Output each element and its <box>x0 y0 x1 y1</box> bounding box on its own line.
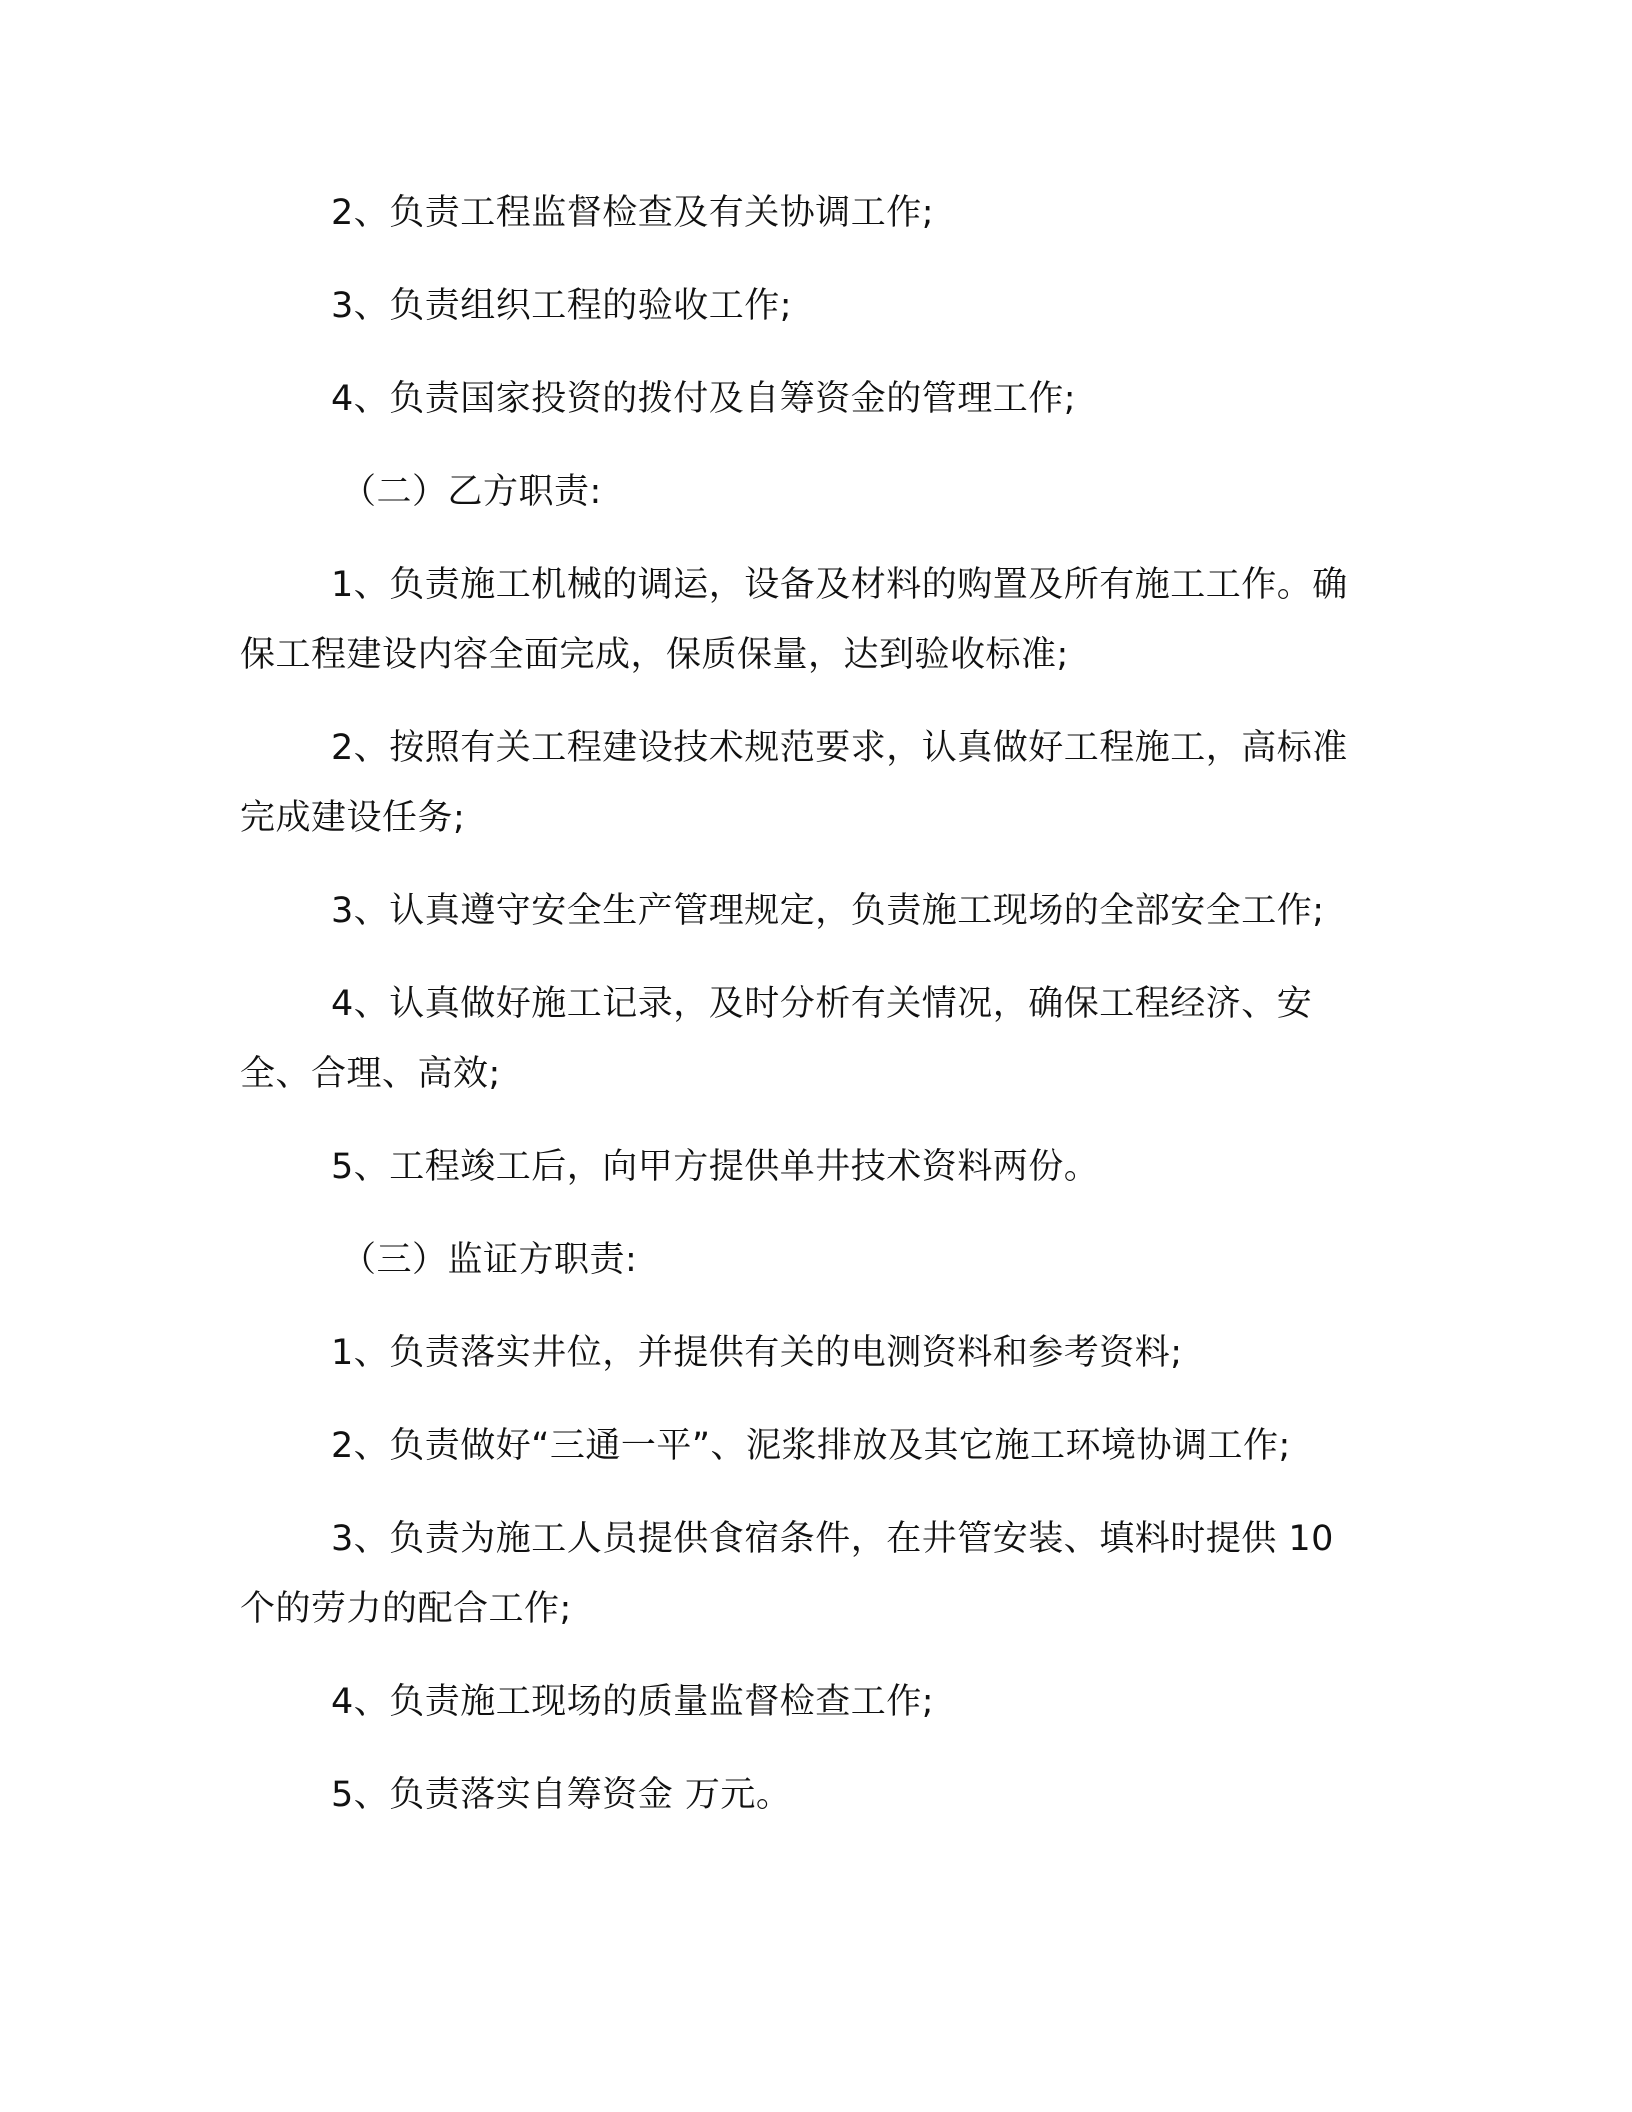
supervisor-duty-4: 4、负责施工现场的质量监督检查工作; <box>331 1682 935 1722</box>
party-b-duty-4: 4、认真做好施工记录，及时分析有关情况，确保工程经济、安全、合理、高效; <box>240 984 1313 1094</box>
party-a-duty-3: 3、负责组织工程的验收工作; <box>331 286 793 326</box>
party-b-duty-3: 3、认真遵守安全生产管理规定，负责施工现场的全部安全工作; <box>331 891 1325 931</box>
supervisor-section-heading: （三）监证方职责: <box>341 1240 638 1280</box>
party-b-section-heading: （二）乙方职责: <box>341 472 602 512</box>
party-a-duty-2: 2、负责工程监督检查及有关协调工作; <box>331 193 935 233</box>
party-b-duty-5: 5、工程竣工后，向甲方提供单井技术资料两份。 <box>331 1147 1100 1187</box>
party-b-duty-2: 2、按照有关工程建设技术规范要求，认真做好工程施工，高标准完成建设任务; <box>240 728 1348 838</box>
supervisor-duty-3: 3、负责为施工人员提供食宿条件，在井管安装、填料时提供 10 个的劳力的配合工作; <box>240 1519 1334 1629</box>
supervisor-duty-5: 5、负责落实自筹资金 万元。 <box>331 1775 792 1815</box>
supervisor-duty-1: 1、负责落实井位，并提供有关的电测资料和参考资料; <box>331 1333 1183 1373</box>
document-body <box>240 178 1375 1853</box>
supervisor-duty-2: 2、负责做好“三通一平”、泥浆排放及其它施工环境协调工作; <box>331 1426 1291 1466</box>
party-b-duty-1: 1、负责施工机械的调运，设备及材料的购置及所有施工工作。确保工程建设内容全面完成，保质保量，达到验收标准; <box>240 565 1348 675</box>
party-a-duty-4: 4、负责国家投资的拨付及自筹资金的管理工作; <box>331 379 1077 419</box>
